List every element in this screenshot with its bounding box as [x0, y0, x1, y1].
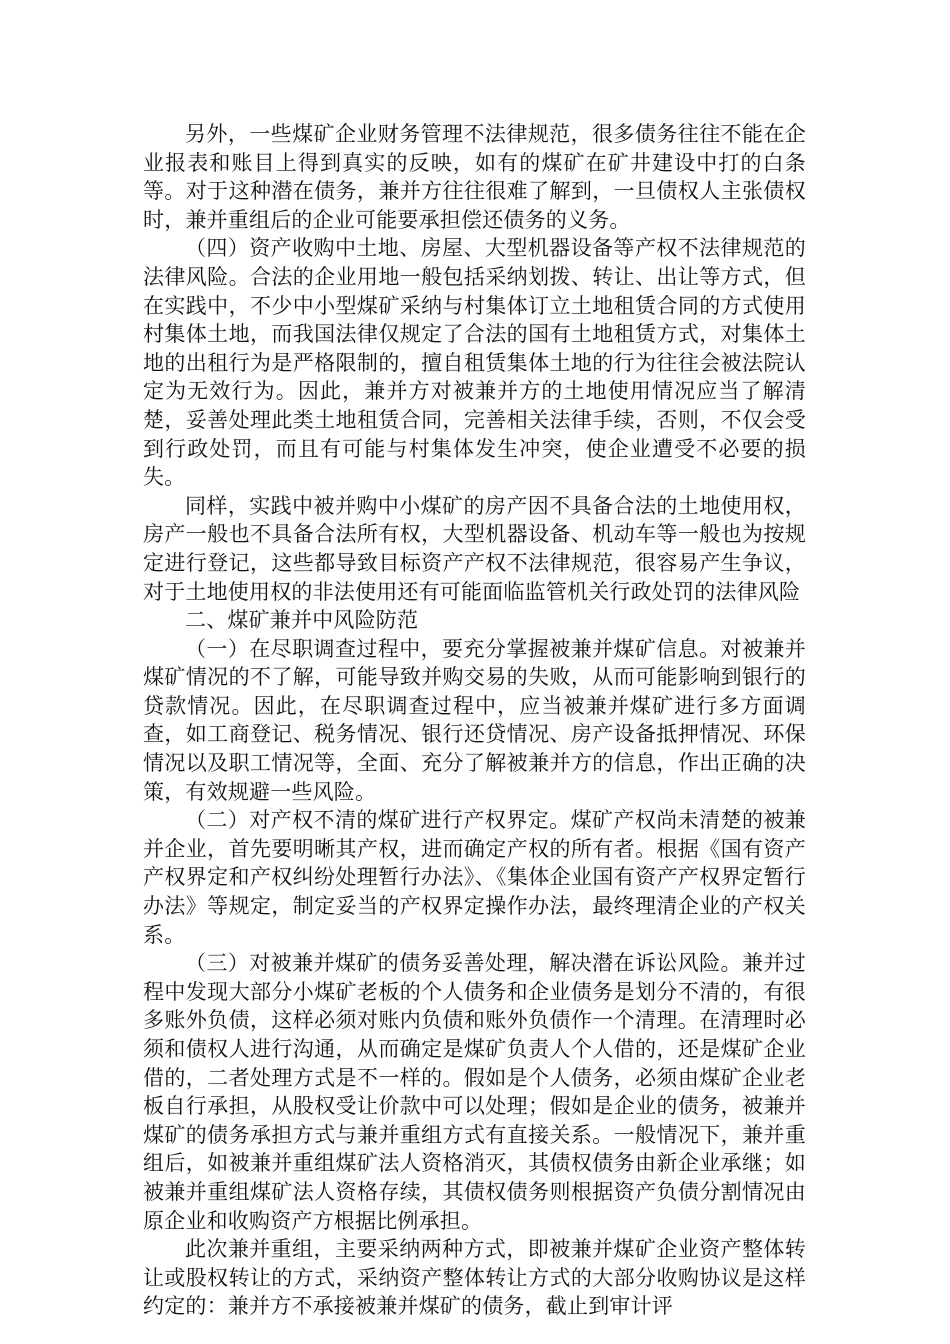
paragraph: （三）对被兼并煤矿的债务妥善处理，解决潜在诉讼风险。兼并过程中发现大部分小煤矿老板的个人债务和企业债务是划分不清的，有很多账外负债，这样必须对账内负债和账外负债作一个清理。在清理时必须和债权人进行沟通，从而确定是煤矿负责人个人借的，还是煤矿企业借的，二者处理方式是不一样的。假如是个人债务，必须由煤矿企业老板自行承担，从股权受让价款中可以处理；假如是企业的债务，被兼并煤矿的债务承担方式与兼并重组方式有直接关系。一般情况下，兼并重组后，如被兼并重组煤矿法人资格消灭，其债权债务由新企业承继；如被兼并重组煤矿法人资格存续，其债权债务则根据资产负债分割情况由原企业和收购资产方根据比例承担。	[143, 951, 806, 1233]
paragraph: （一）在尽职调查过程中，要充分掌握被兼并煤矿信息。对被兼并煤矿情况的不了解，可能导致并购交易的失败，从而可能影响到银行的贷款情况。因此，在尽职调查过程中，应当被兼并煤矿进行多方面调查，如工商登记、税务情况、银行还贷情况、房产设备抵押情况、环保情况以及职工情况等，全面、充分了解被兼并方的信息，作出正确的决策，有效规避一些风险。	[143, 636, 806, 804]
section-heading: 二、煤矿兼并中风险防范	[185, 608, 419, 633]
paragraph: 同样，实践中被并购中小煤矿的房产因不具备合法的土地使用权，房产一般也不具备合法所有权，大型机器设备、机动车等一般也为按规定进行登记，这些都导致目标资产产权不法律规范，很容易产生争议，对于土地使用权的非法使用还有可能面临监管机关行政处罚的法律风险	[143, 493, 806, 604]
document-body	[143, 120, 806, 1321]
paragraph: （四）资产收购中土地、房屋、大型机器设备等产权不法律规范的法律风险。合法的企业用地一般包括采纳划拨、转让、出让等方式，但在实践中，不少中小型煤矿采纳与村集体订立土地租赁合同的方式使用村集体土地，而我国法律仅规定了合法的国有土地租赁方式，对集体土地的出租行为是严格限制的，擅自租赁集体土地的行为往往会被法院认定为无效行为。因此，兼并方对被兼并方的土地使用情况应当了解清楚，妥善处理此类土地租赁合同，完善相关法律手续，否则，不仅会受到行政处罚，而且有可能与村集体发生冲突，使企业遭受不必要的损失。	[143, 236, 806, 490]
paragraph: 另外，一些煤矿企业财务管理不法律规范，很多债务往往不能在企业报表和账目上得到真实的反映，如有的煤矿在矿井建设中打的白条等。对于这种潜在债务，兼并方往往很难了解到，一旦债权人主张债权时，兼并重组后的企业可能要承担偿还债务的义务。	[143, 122, 806, 232]
paragraph: （二）对产权不清的煤矿进行产权界定。煤矿产权尚未清楚的被兼并企业，首先要明晰其产权，进而确定产权的所有者。根据《国有资产产权界定和产权纠纷处理暂行办法》、《集体企业国有资产产权界定暂行办法》等规定，制定妥当的产权界定操作办法，最终理清企业的产权关系。	[143, 808, 806, 947]
paragraph: 此次兼并重组，主要采纳两种方式，即被兼并煤矿企业资产整体转让或股权转让的方式，采纳资产整体转让方式的大部分收购协议是这样约定的：兼并方不承接被兼并煤矿的债务，截止到审计评	[143, 1237, 806, 1319]
